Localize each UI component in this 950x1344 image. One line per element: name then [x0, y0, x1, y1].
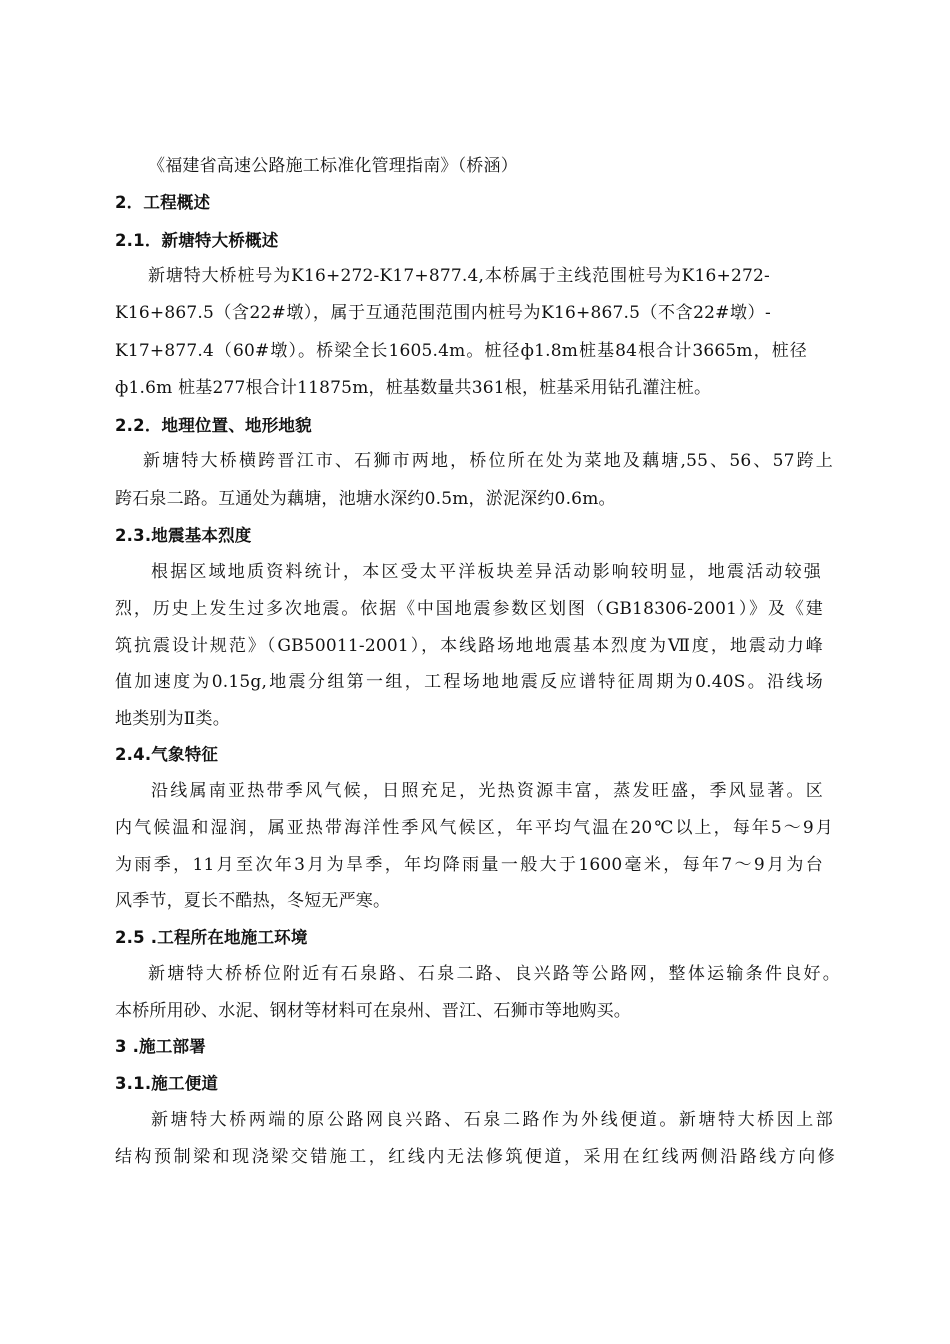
- section-heading-2-2: 2.2．地理位置、地形地貌: [115, 416, 312, 435]
- paragraph-line: K16+867.5（含22#墩），属于互通范围范围内桩号为K16+867.5（不含22#墩）-: [115, 303, 771, 323]
- paragraph-line: K17+877.4（60#墩）。桥梁全长1605.4m。桩径ф1.8m桩基84根合计3665m，桩径: [115, 341, 807, 361]
- section-heading-2-4: 2.4.气象特征: [115, 745, 219, 764]
- paragraph-line: 根据区域地质资料统计，本区受太平洋板块差异活动影响较明显，地震活动较强: [151, 562, 821, 582]
- section-heading-2-1: 2.1．新塘特大桥概述: [115, 231, 279, 250]
- paragraph-line: 新塘特大桥两端的原公路网良兴路、石泉二路作为外线便道。新塘特大桥因上部: [151, 1110, 833, 1130]
- paragraph-line: 沿线属南亚热带季风气候，日照充足，光热资源丰富，蒸发旺盛，季风显著。区: [151, 781, 823, 801]
- paragraph-line: 烈，历史上发生过多次地震。依据《中国地震参数区划图（GB18306-2001）》及《建: [115, 599, 823, 619]
- paragraph-line: 风季节，夏长不酷热，冬短无严寒。: [115, 891, 391, 911]
- reference-line: 《福建省高速公路施工标准化管理指南》（桥涵）: [148, 156, 518, 176]
- paragraph-line: 筑抗震设计规范》（GB50011-2001），本线路场地地震基本烈度为Ⅶ度，地震动力峰: [115, 636, 823, 656]
- paragraph-line: 本桥所用砂、水泥、钢材等材料可在泉州、晋江、石狮市等地购买。: [115, 1001, 631, 1021]
- paragraph-line: 为雨季，11月至次年3月为旱季，年均降雨量一般大于1600毫米，每年7～9月为台: [115, 855, 823, 875]
- paragraph-line: 跨石泉二路。互通处为藕塘，池塘水深约0.5m，淤泥深约0.6m。: [115, 489, 616, 509]
- section-heading-2-5: 2.5 .工程所在地施工环境: [115, 928, 308, 947]
- paragraph-line: 新塘特大桥桥位附近有石泉路、石泉二路、良兴路等公路网，整体运输条件良好。: [148, 964, 840, 984]
- section-heading-2-3: 2.3.地震基本烈度: [115, 526, 252, 545]
- paragraph-line: 新塘特大桥横跨晋江市、石狮市两地，桥位所在处为菜地及藕塘,55、56、57跨上: [143, 451, 833, 471]
- paragraph-line: 结构预制梁和现浇梁交错施工，红线内无法修筑便道，采用在红线两侧沿路线方向修: [115, 1147, 835, 1167]
- paragraph-line: 值加速度为0.15g,地震分组第一组，工程场地地震反应谱特征周期为0.40S。沿线场: [115, 672, 823, 692]
- section-heading-3-1: 3.1.施工便道: [115, 1074, 219, 1093]
- paragraph-line: 新塘特大桥桩号为K16+272-K17+877.4,本桥属于主线范围桩号为K16+272-: [148, 266, 770, 286]
- paragraph-line: ф1.6m 桩基277根合计11875m，桩基数量共361根，桩基采用钻孔灌注桩。: [115, 378, 712, 398]
- paragraph-line: 地类别为Ⅱ类。: [115, 709, 230, 729]
- section-heading-3: 3 .施工部署: [115, 1037, 206, 1056]
- section-heading-2: 2．工程概述: [115, 193, 211, 212]
- paragraph-line: 内气候温和湿润，属亚热带海洋性季风气候区，年平均气温在20℃以上，每年5～9月: [115, 818, 833, 838]
